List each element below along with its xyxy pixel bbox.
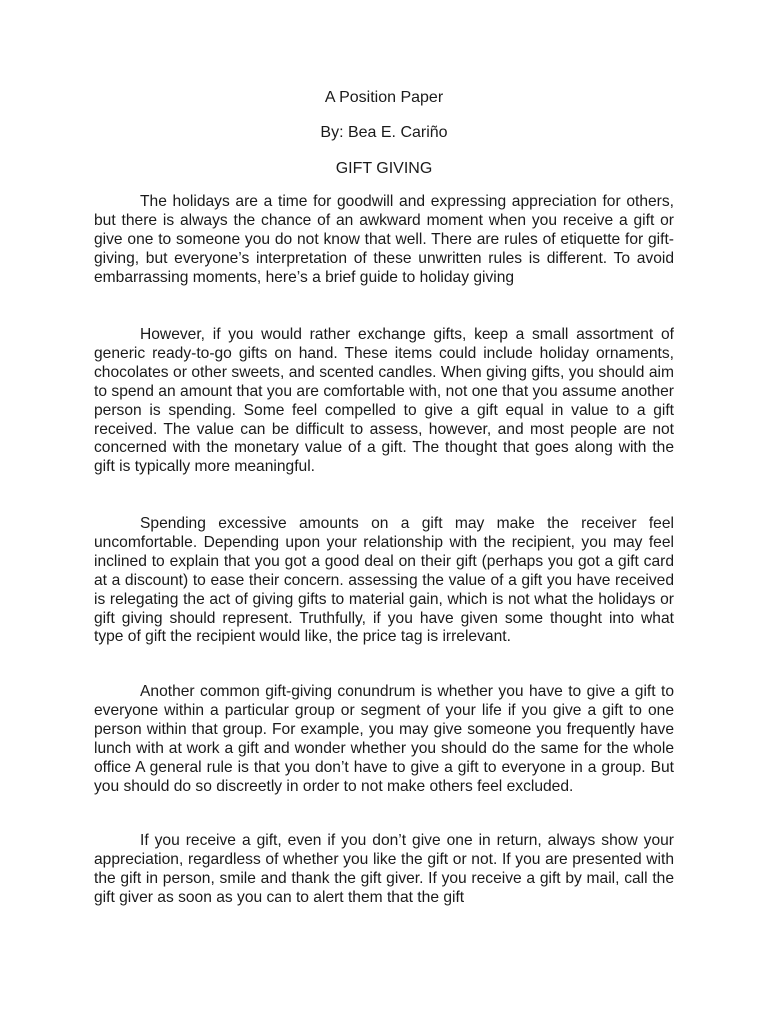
paragraph: Spending excessive amounts on a gift may make the receiver feel uncomfortable. Depending upon your relationship with the recipient, you may feel inclined to explain that you got a good deal on their gift (perhaps you got a gift card at a discount) to ease their concern. assessing the value of a gift you have received is relegating the act of giving gifts to material gain, which is not what the holidays or gift giving should represent. Truthfully, if you have given some thought into what type of gift the recipient would like, the price tag is irrelevant. [94, 515, 674, 646]
paragraph: However, if you would rather exchange gifts, keep a small assortment of generic ready-to-go gifts on hand. These items could include holiday ornaments, chocolates or other sweets, and scented candles. When giving gifts, you should aim to spend an amount that you are comfortable with, not one that you assume another person is spending. Some feel compelled to give a gift equal in value to a gift received. The value can be difficult to assess, however, and most people are not concerned with the monetary value of a gift. The thought that goes along with the gift is typically more meaningful. [94, 326, 674, 476]
paragraph: The holidays are a time for goodwill and expressing appreciation for others, but there is always the chance of an awkward moment when you receive a gift or give one to someone you do not know that well. There are rules of etiquette for gift-giving, but everyone’s interpretation of these unwritten rules is different. To avoid embarrassing moments, here’s a brief guide to holiday giving [94, 193, 674, 286]
paragraph: If you receive a gift, even if you don’t give one in return, always show your appreciation, regardless of whether you like the gift or not. If you are presented with the gift in person, smile and thank the gift giver. If you receive a gift by mail, call the gift giver as soon as you can to alert them that the gift [94, 832, 674, 906]
paper-subject: GIFT GIVING [335, 160, 433, 177]
paper-title: A Position Paper [324, 89, 444, 106]
author-byline: By: Bea E. Cariño [320, 124, 448, 141]
paragraph: Another common gift-giving conundrum is whether you have to give a gift to everyone within a particular group or segment of your life if you give a gift to one person within that group. For example, you may give someone you frequently have lunch with at work a gift and wonder whether you should do the same for the whole office A general rule is that you don’t have to give a gift to everyone in a group. But you should do so discreetly in order to not make others feel excluded. [94, 683, 674, 795]
